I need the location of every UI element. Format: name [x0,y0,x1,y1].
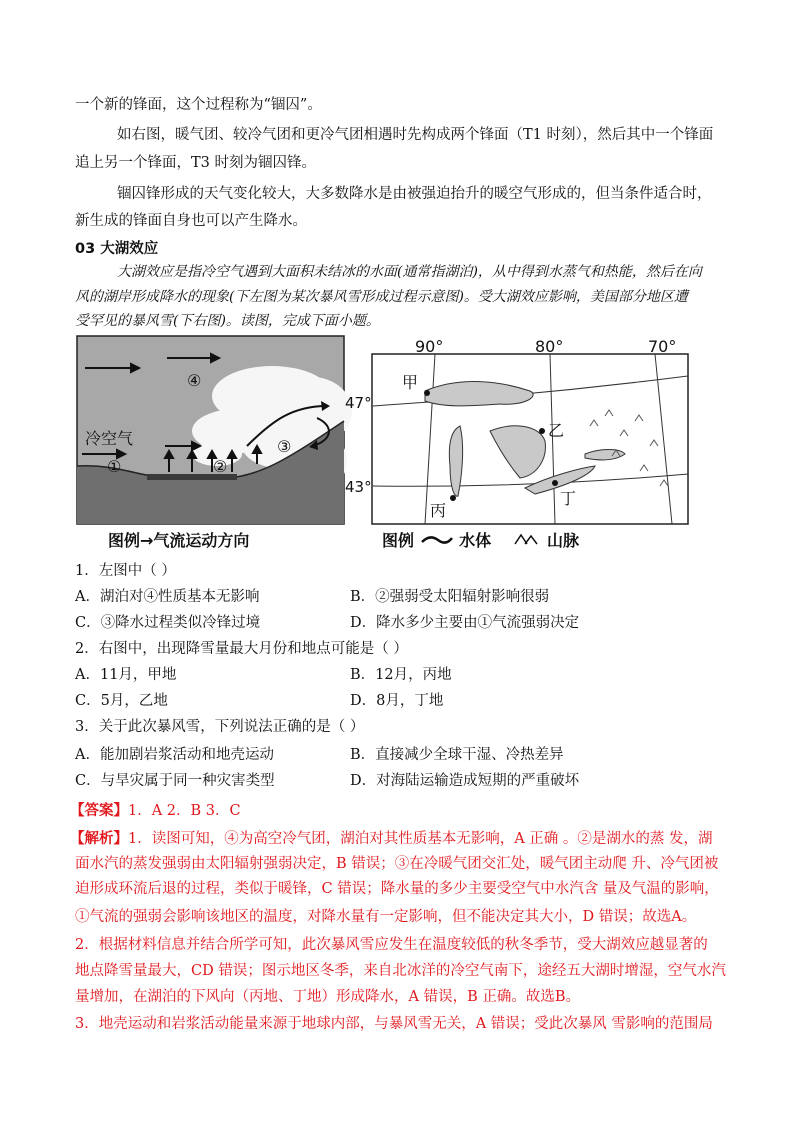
section-title: 03 大湖效应 [75,241,159,257]
q1-option-d: D．降水多少主要由①气流强弱决定 [350,615,580,631]
analysis-line-7: 量增加，在湖泊的下风向（丙地、丁地）形成降水，A 错误，B 正确。故选B。 [75,989,580,1005]
q1-option-c: C．③降水过程类似冷锋过境 [75,615,261,631]
analysis-tag: 【解析】 [70,830,128,847]
analysis-line-5: 2．根据材料信息并结合所学可知，此次暴风雪应发生在温度较低的秋冬季节，受大湖效应越显著的 [75,937,708,953]
legend-prefix: 图例 [382,531,415,550]
point-ding: 丁 [560,489,577,508]
analysis-line-2: 面水汽的蒸发强弱由太阳辐射强弱决定，B 错误；③在冷暖气团交汇处，暖气团主动爬 升、冷气团被 [75,856,719,872]
q2-stem: 2．右图中，出现降雪量最大月份和地点可能是（ ） [75,641,408,657]
q2-option-c: C．5月，乙地 [75,693,168,709]
left-figure-legend: 图例→气流运动方向 [108,531,250,550]
section-para-line-2: 风的湖岸形成降水的现象(下左图为某次暴风雪形成过程示意图)。受大湖效应影响，美国部分地区遭 [75,289,688,305]
analysis-text-1: 1．读图可知，④为高空冷气团，湖泊对其性质基本无影响，A 正确 。②是湖水的蒸 发，湖 [128,831,713,847]
q1-stem: 1．左图中（ ） [75,563,176,579]
analysis-line-1 [70,828,713,850]
answer-line [70,800,241,822]
label-circle-2: ② [213,457,228,476]
point-jia: 甲 [402,373,419,392]
intro-line-1: 一个新的锋面，这个过程称为“锢囚”。 [75,97,322,113]
section-para-line-3: 受罕见的暴风雪(下右图)。读图，完成下面小题。 [75,313,380,329]
q3-stem: 3．关于此次暴风雪，下列说法正确的是（ ） [75,719,365,735]
point-bing: 丙 [430,501,447,520]
analysis-line-6: 地点降雪量最大，CD 错误；图示地区冬季，来自北冰洋的冷空气南下，途经五大湖时增湿，空气水汽 [75,963,726,979]
intro-line-5: 新生成的锋面自身也可以产生降水。 [75,213,307,229]
q1-option-a: A．湖泊对④性质基本无影响 [75,589,260,605]
mountain-symbol-icon [513,531,541,550]
point-yi: 乙 [548,421,565,440]
q3-option-b: B．直接减少全球干湿、冷热差异 [350,747,564,763]
q2-option-b: B．12月，丙地 [350,667,452,683]
intro-line-2: 如右图，暖气团、较冷气团和更冷气团相遇时先构成两个锋面（T1 时刻），然后其中一个锋面 [117,127,714,143]
legend-mountain-label: 山脉 [547,531,580,550]
intro-line-4: 锢囚锋形成的天气变化较大，大多数降水是由被强迫抬升的暖空气形成的，但当条件适合时， [117,186,712,202]
section-para-line-1: 大湖效应是指冷空气遇到大面积未结冰的水面(通常指湖泊)，从中得到水蒸气和热能，然后在向 [117,264,702,280]
analysis-line-3: 迫形成环流后退的过程，类似于暖锋，C 错误；降水量的多少主要受空气中水汽含 量及气温的影响， [75,881,719,897]
right-figure-legend [382,528,579,551]
q2-option-a: A．11月，甲地 [75,667,177,683]
analysis-line-4: ①气流的强弱会影响该地区的温度，对降水量有一定影响，但不能决定其大小，D 错误；故选A。 [75,909,697,925]
analysis-line-8: 3．地壳运动和岩浆活动能量来源于地球内部，与暴风雪无关，A 错误；受此次暴风 雪影响的范围局 [75,1016,713,1032]
lake-effect-diagram [77,336,344,524]
lat-43: 43° [345,478,372,496]
label-circle-3: ③ [277,437,292,456]
lat-47: 47° [345,394,372,412]
q3-option-c: C．与旱灾属于同一种灾害类型 [75,773,275,789]
water-symbol-icon [420,531,454,550]
q2-option-d: D．8月，丁地 [350,693,444,709]
q3-option-a: A．能加剧岩浆活动和地壳运动 [75,747,274,763]
legend-water-label: 水体 [459,531,492,550]
answer-tag: 【答案】 [70,802,128,819]
q3-option-d: D．对海陆运输造成短期的严重破坏 [350,773,580,789]
label-circle-1: ① [107,457,122,476]
great-lakes-map [345,336,690,524]
intro-line-3: 追上另一个锋面，T3 时刻为锢囚锋。 [75,155,317,171]
lon-70: 70° [648,337,677,356]
lon-90: 90° [415,337,444,356]
cold-air-label: 冷空气 [85,429,134,448]
label-circle-4: ④ [187,371,202,390]
lon-80: 80° [535,337,564,356]
answer-text: 1．A 2．B 3．C [128,803,241,819]
q1-option-b: B．②强弱受太阳辐射影响很弱 [350,589,550,605]
